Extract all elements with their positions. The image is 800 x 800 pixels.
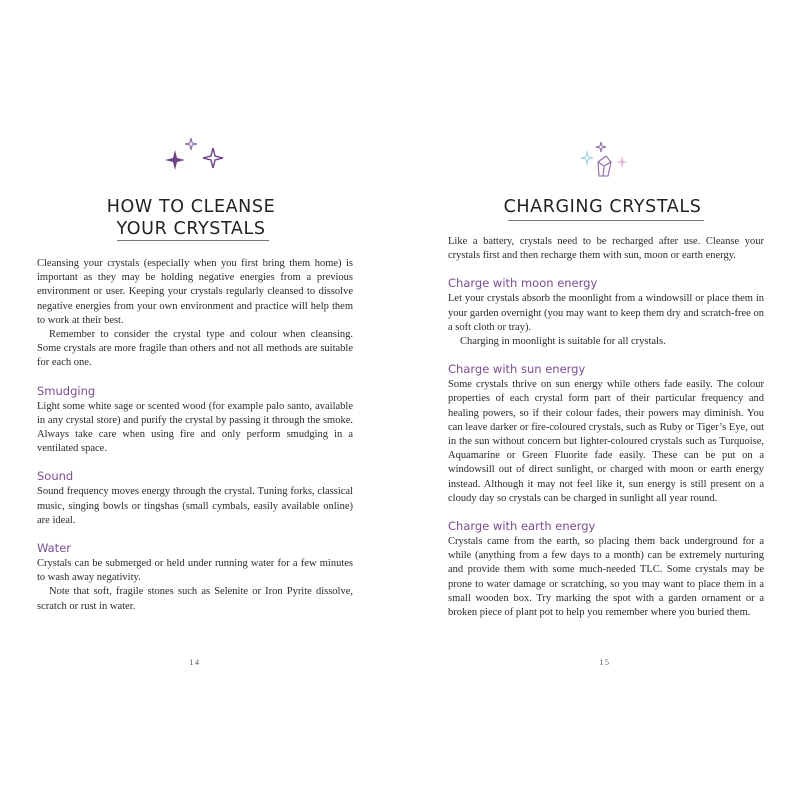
section-heading-water: Water xyxy=(37,541,71,556)
intro-paragraph: Cleansing your crystals (especially when you first bring them home) is important as they may be holding negative energies from a previous environment or user. Keeping your crystals regularly cleansed to dissolve negative energies from your own environment and practice will help them to work at their best. xyxy=(37,258,353,326)
right-page xyxy=(400,0,800,800)
sparkles-icon xyxy=(163,136,227,176)
section-text-moon-note: Charging in moonlight is suitable for all crystals. xyxy=(460,336,666,348)
page-number: 14 xyxy=(189,658,201,667)
section-text-earth: Crystals came from the earth, so placing them back underground for a while (anything from a few days to a month) can be extremely nurturing and provide them with some much-needed TLC. Some crystals may be prone to water damage or scratching, so you may want to place them in a small wooden box. Try marking the spot with a garden ornament or a broken piece of plant pot to help you remember where you buried them. xyxy=(448,536,764,619)
left-body-text xyxy=(37,257,353,614)
right-body-text xyxy=(448,235,764,620)
section-heading-earth: Charge with earth energy xyxy=(448,519,596,534)
intro-paragraph: Like a battery, crystals need to be recharged after use. Cleanse your crystals first and then recharge them with sun, moon or earth energy. xyxy=(448,236,764,262)
page-number: 15 xyxy=(599,658,611,667)
crystal-sparkles-icon xyxy=(578,140,634,182)
section-text-sound: Sound frequency moves energy through the crystal. Tuning forks, classical music, singing bowls or tingshas (small cymbals, easily available online) are ideal. xyxy=(37,486,353,526)
section-heading-sound: Sound xyxy=(37,469,74,484)
section-text-sun: Some crystals thrive on sun energy while others fade easily. The colour properties of each crystal form part of their particular frequency and healing powers, so if their colour fades, their powers may diminish. You can leave darker or fire-coloured crystals, such as Ruby or Tiger’s Eye, out in the sun without concern but lighter-coloured crystals such as Turquoise, Aquamarine or Green Fluorite fade easily. These can be put on a windowsill out of direct sunlight, or charged with moon or earth energy instead. Although it may not feel like it, sun energy is still present on a cloudy day so crystals can be charged in sunlight all year round. xyxy=(448,379,764,504)
section-heading-sun: Charge with sun energy xyxy=(448,362,586,377)
title-underline xyxy=(508,220,704,221)
section-text-moon: Let your crystals absorb the moonlight from a windowsill or place them in your garden overnight (you may want to keep them dry and scratch-free on a soft cloth or tray). xyxy=(448,293,764,333)
intro-paragraph-2: Remember to consider the crystal type and colour when cleansing. Some crystals are more fragile than others and not all methods are suitable for each one. xyxy=(37,329,353,369)
title-underline xyxy=(117,240,269,241)
section-text-water: Crystals can be submerged or held under running water for a few minutes to wash away negativity. xyxy=(37,558,353,584)
section-text-smudging: Light some white sage or scented wood (for example palo santo, available in any crystal store) and purify the crystal by passing it through the smoke. Always take care when using fire and only perform smudging in a ventilated space. xyxy=(37,400,353,455)
page-title: CHARGING CRYSTALS xyxy=(503,197,702,217)
section-heading-smudging: Smudging xyxy=(37,383,96,398)
page-title: HOW TO CLEANSE YOUR CRYSTALS xyxy=(106,197,276,239)
section-heading-moon: Charge with moon energy xyxy=(448,276,598,291)
section-text-water-note: Note that soft, fragile stones such as Selenite or Iron Pyrite dissolve, scratch or rust in water. xyxy=(37,586,353,612)
